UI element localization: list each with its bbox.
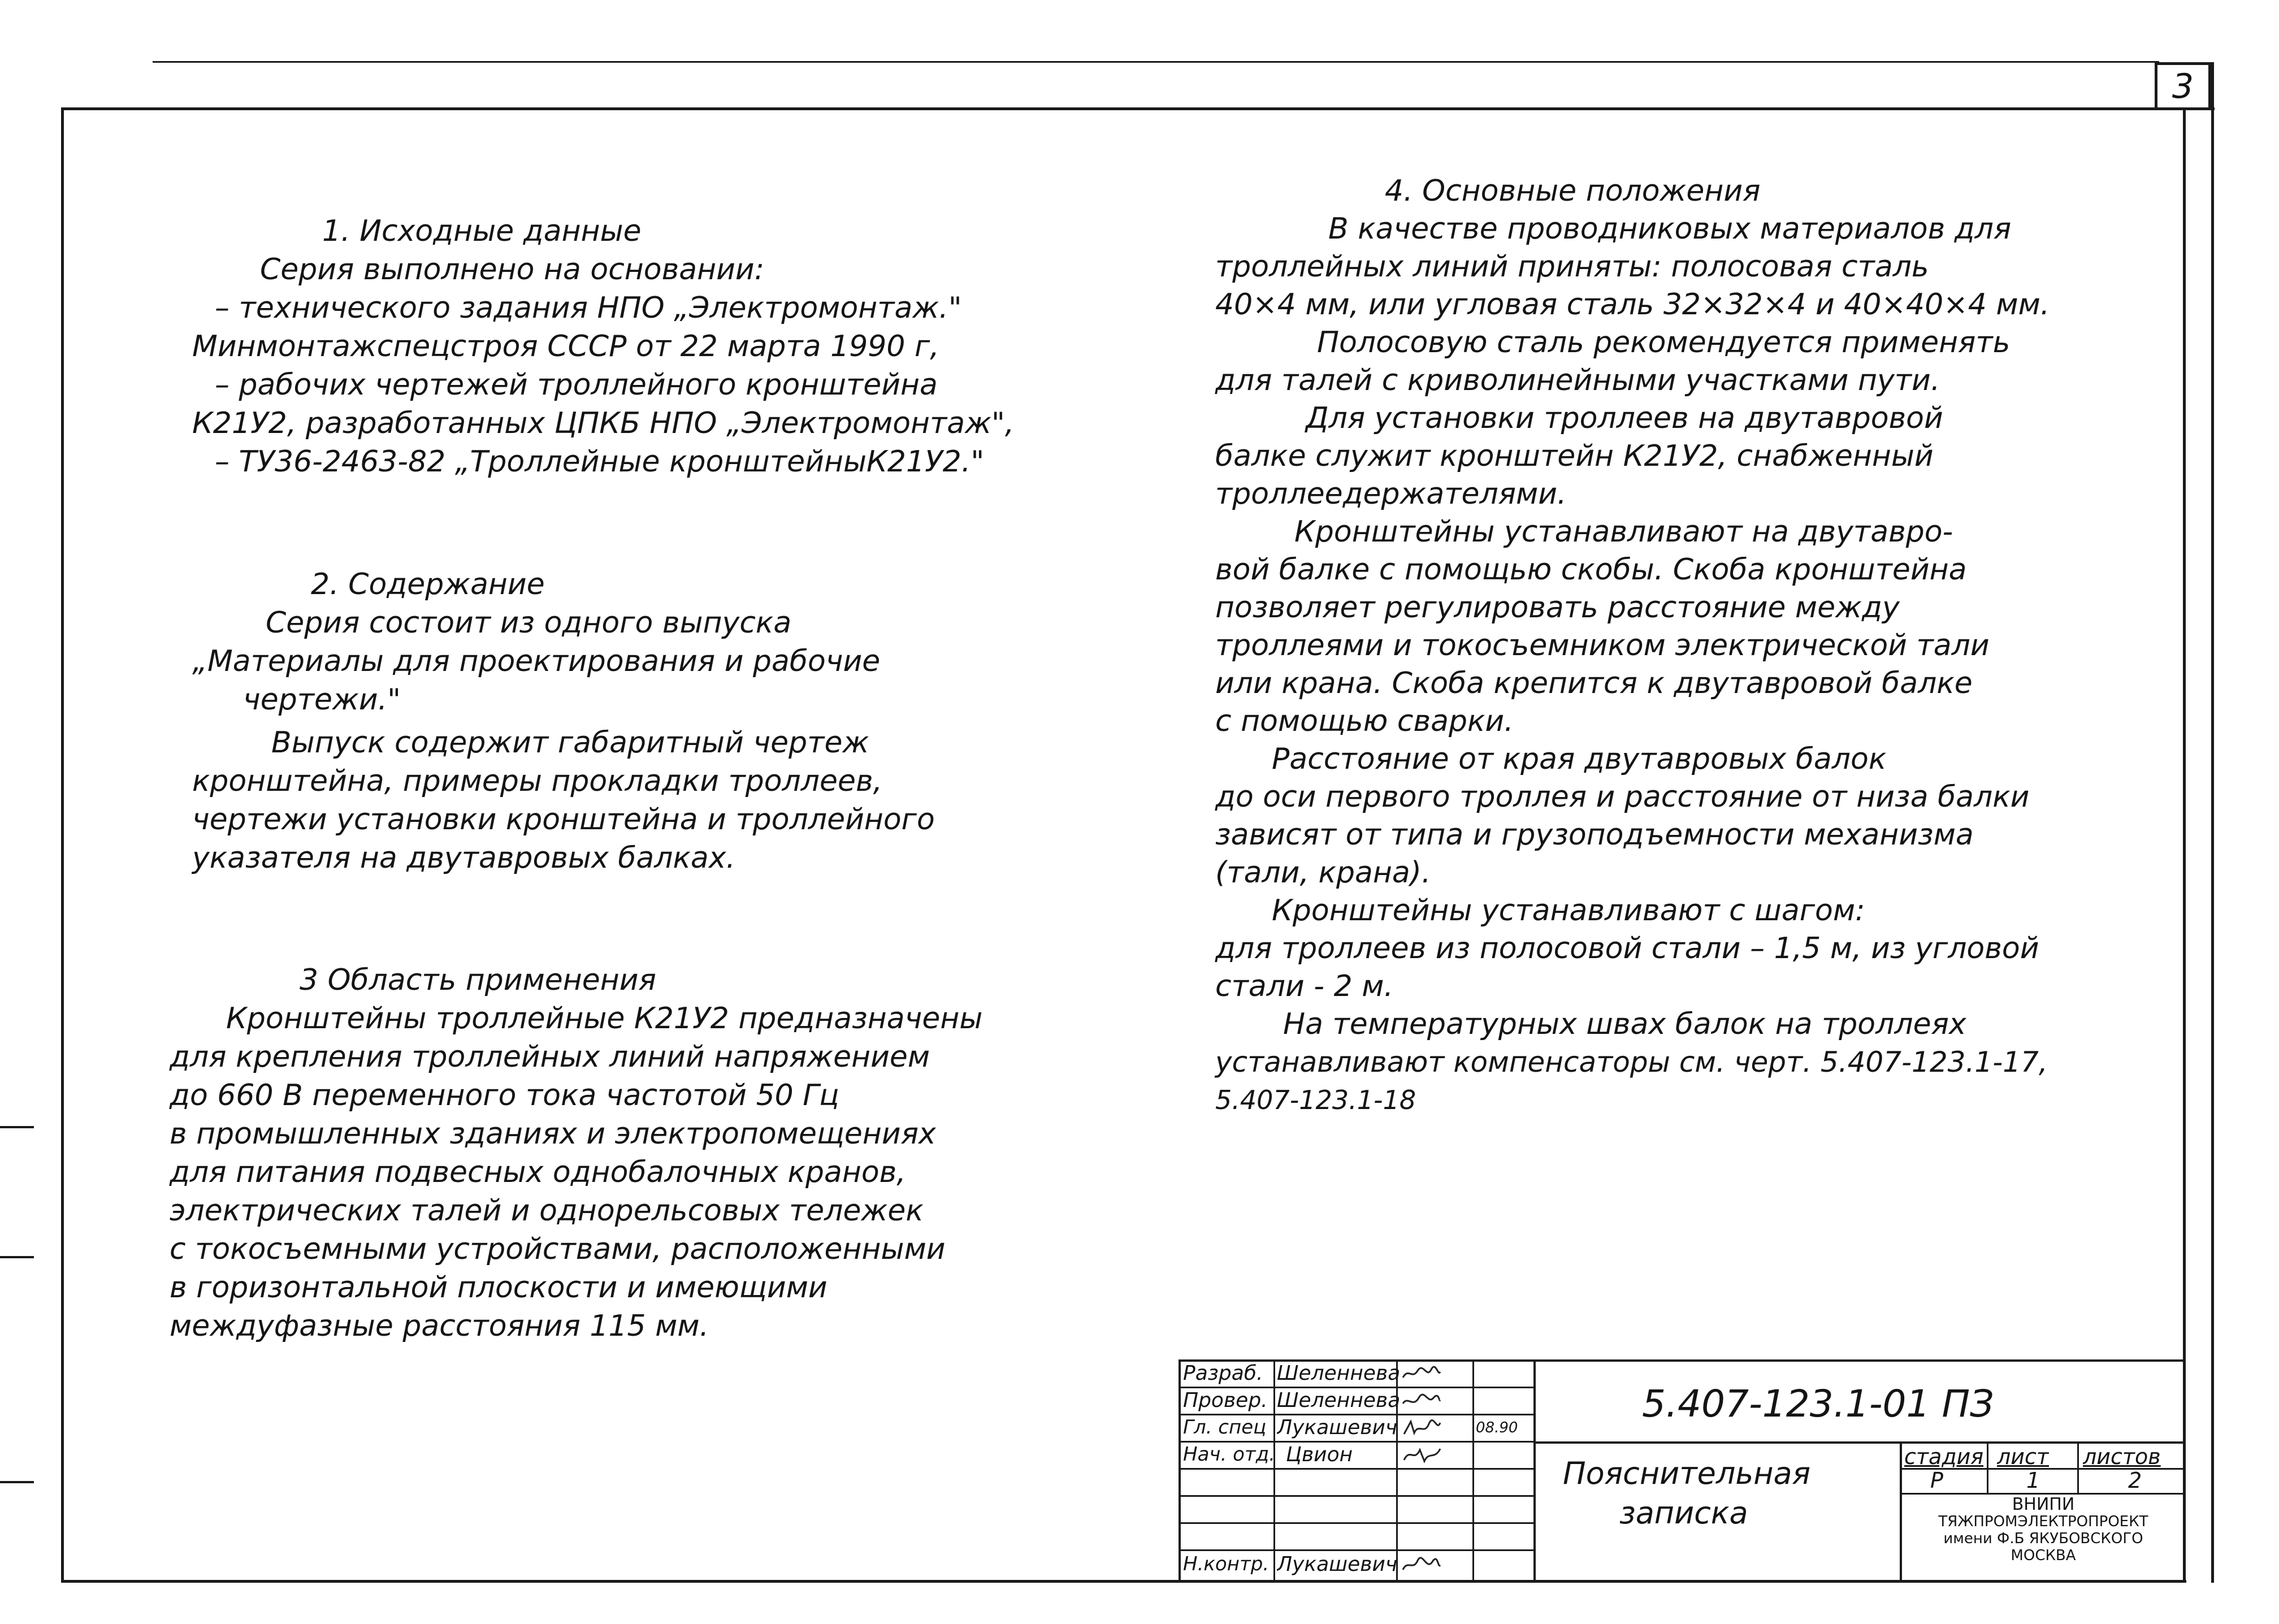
section-4-line: 40×4 мм, или угловая сталь 32×32×4 и 40×40×4 мм. [1215, 288, 2050, 322]
sheet-value: 1 [2026, 1468, 2040, 1493]
section-4-line: стали - 2 м. [1215, 969, 1393, 1003]
section-1-heading: 1. Исходные данные [322, 214, 642, 248]
section-3 [170, 961, 982, 1345]
section-4-line: с помощью сварки. [1215, 704, 1514, 738]
tb-divider-line [1533, 1359, 1536, 1580]
section-2-line: „Материалы для проектирования и рабочие [192, 644, 881, 678]
doc-title-line-1: Пояснительная [1563, 1456, 1811, 1491]
section-4-line: Полосовую сталь рекомендуется применять [1317, 326, 2011, 360]
tb-rows [1179, 1359, 1533, 1580]
tb-code-bottom-line [1533, 1441, 2186, 1444]
section-2-heading: 2. Содержание [311, 568, 545, 601]
frame-right-outer-line [2211, 62, 2214, 1583]
section-4-line: вой балке с помощью скобы. Скоба кронштейна [1215, 553, 1967, 587]
section-4-line: зависят от типа и грузоподъемности механизма [1215, 818, 1974, 852]
section-3-line: в горизонтальной плоскости и имеющими [170, 1271, 827, 1305]
org-line-2: ТЯЖПРОМЭЛЕКТРОПРОЕКТ [1938, 1513, 2148, 1530]
tb-name: Цвион [1286, 1443, 1353, 1466]
section-2-line: чертежи установки кронштейна и троллейного [192, 803, 935, 837]
section-3-line: Кронштейны троллейные К21У2 предназначены [226, 1002, 983, 1036]
section-4-line: для талей с криволинейными участками пути. [1215, 363, 1940, 397]
section-4-line: балке служит кронштейн К21У2, снабженный [1215, 439, 1934, 473]
org-line-1: ВНИПИ [2012, 1495, 2075, 1514]
section-3-line: для крепления троллейных линий напряжением [170, 1040, 930, 1074]
section-4-line: троллеедержателями. [1215, 477, 1567, 511]
section-4-line: Кронштейны устанавливают с шагом: [1272, 894, 1865, 928]
title-block [1179, 1359, 2186, 1580]
tb-name: Лукашевич [1277, 1553, 1398, 1576]
margin-tick [0, 1126, 34, 1128]
tb-row-line [1179, 1387, 1533, 1388]
section-3-line: междуфазные расстояния 115 мм. [170, 1309, 709, 1343]
tb-row-line [1179, 1522, 1533, 1524]
section-3-heading: 3 Область применения [300, 963, 656, 997]
section-3-line: до 660 В переменного тока частотой 50 Гц [170, 1079, 839, 1112]
org-line-4: МОСКВА [2011, 1547, 2076, 1564]
section-2-line: кронштейна, примеры прокладки троллеев, [192, 764, 883, 798]
section-2-line: указателя на двутавровых балках. [192, 841, 736, 875]
section-4-line: устанавливают компенсаторы см. черт. 5.407-123.1-17, [1215, 1046, 2048, 1079]
section-3-line: для питания подвесных однобалочных кранов, [170, 1155, 906, 1189]
section-4-line: Для установки троллеев на двутавровой [1306, 401, 1943, 435]
signature-scribble [1402, 1419, 1441, 1436]
section-1 [192, 212, 1014, 481]
org-line-3: имени Ф.Б ЯКУБОВСКОГО [1943, 1530, 2143, 1547]
section-4-line: или крана. Скоба крепится к двутавровой балке [1215, 666, 1973, 700]
section-3-line: с токосъемными устройствами, расположенными [170, 1232, 946, 1266]
tb-row-line [1179, 1468, 1533, 1470]
tb-role: Нач. отд. [1183, 1443, 1276, 1466]
top-edge-line [153, 61, 2159, 63]
tb-name: Шеленнева [1277, 1389, 1401, 1412]
sheets-value: 2 [2128, 1468, 2142, 1493]
section-4-line: (тали, крана). [1215, 856, 1431, 890]
section-2-line: чертежи." [243, 683, 401, 717]
section-2 [192, 565, 935, 877]
tb-row-line [1179, 1414, 1533, 1415]
tb-name: Лукашевич [1277, 1416, 1398, 1439]
stage-value: Р [1930, 1468, 1943, 1493]
tb-role: Н.контр. [1183, 1553, 1270, 1575]
margin-tick [0, 1256, 34, 1258]
section-4-line: позволяет регулировать расстояние между [1215, 591, 1900, 625]
section-1-line: Минмонтажспецстроя СССР от 22 марта 1990 г, [192, 330, 939, 363]
section-2-line: Серия состоит из одного выпуска [266, 606, 792, 640]
section-3-line: электрических талей и однорельсовых тележек [170, 1194, 924, 1228]
frame-top-line [61, 107, 2215, 110]
signature-scribble [1402, 1365, 1441, 1382]
section-4-line: 5.407-123.1-18 [1215, 1085, 1416, 1115]
section-4-line: В качестве проводниковых материалов для [1328, 212, 2012, 246]
sheet-label: лист [1997, 1444, 2050, 1469]
tb-stage-col-line [2077, 1441, 2079, 1493]
tb-role: Разраб. [1183, 1362, 1263, 1385]
section-1-line: – ТУ36-2463-82 „Троллейные кронштейныК21У2." [215, 445, 985, 479]
sheet-number-box [2155, 62, 2211, 110]
signature-scribble [1402, 1556, 1441, 1573]
tb-row-line [1179, 1549, 1533, 1551]
tb-row-line [1179, 1441, 1533, 1443]
frame-bottom-line [61, 1580, 2186, 1583]
section-1-line: К21У2, разработанных ЦПКБ НПО „Электромонтаж", [192, 406, 1015, 440]
stage-label: стадия [1904, 1444, 1984, 1469]
section-1-line: Серия выполнено на основании: [260, 253, 765, 287]
section-2-line: Выпуск содержит габаритный чертеж [271, 726, 869, 760]
tb-stage-col-line [1987, 1441, 1988, 1493]
sheets-label: листов [2083, 1444, 2161, 1469]
doc-title-line-2: записка [1619, 1495, 1748, 1531]
tb-name: Шеленнева [1277, 1362, 1401, 1385]
margin-tick [0, 1481, 34, 1483]
section-4-line: для троллеев из полосовой стали – 1,5 м, из угловой [1215, 932, 2039, 965]
signature-scribble [1402, 1392, 1441, 1409]
section-4-line: троллеями и токосъемником электрической тали [1215, 629, 1990, 662]
section-4-line: до оси первого троллея и расстояние от низа балки [1215, 780, 2030, 814]
section-4 [1215, 172, 2050, 1119]
section-1-line: – технического задания НПО „Электромонтаж." [215, 291, 962, 325]
signature-scribble [1402, 1447, 1441, 1463]
section-3-line: в промышленных зданиях и электропомещениях [170, 1117, 936, 1151]
section-4-line: Расстояние от края двутавровых балок [1272, 742, 1887, 776]
section-4-line: На температурных швах балок на троллеях [1283, 1007, 1966, 1041]
frame-left-line [61, 107, 64, 1583]
organization [1902, 1496, 2185, 1564]
tb-role: Провер. [1183, 1389, 1268, 1412]
tb-role: Гл. спец [1183, 1416, 1267, 1439]
section-4-heading: 4. Основные положения [1385, 174, 1761, 208]
tb-row-line [1179, 1495, 1533, 1497]
section-4-line: троллейных линий приняты: полосовая сталь [1215, 250, 1929, 284]
section-1-line: – рабочих чертежей троллейного кронштейна [215, 368, 938, 402]
doc-code: 5.407-123.1-01 ПЗ [1642, 1382, 1994, 1426]
section-4-line: Кронштейны устанавливают на двутавро- [1294, 515, 1953, 549]
sheet-number: 3 [2172, 66, 2194, 106]
tb-date: 08.90 [1476, 1419, 1518, 1436]
